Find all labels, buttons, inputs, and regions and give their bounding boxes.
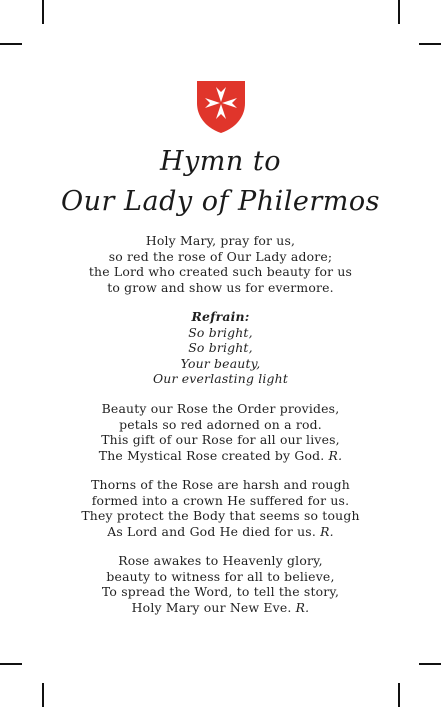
verse-line: to grow and show us for evermore. <box>107 279 334 295</box>
refrain-marker: R. <box>320 523 334 539</box>
hymn-title-line-1: Hymn to <box>160 146 281 177</box>
refrain-line: So bright, <box>188 340 253 356</box>
hymn-title-line-2: Our Lady of Philermos <box>61 186 380 217</box>
verse-line <box>0 448 441 464</box>
refrain-line: Your beauty, <box>180 355 261 371</box>
verse-line: Rose awakes to Heavenly glory, <box>118 553 323 568</box>
verse-line-text: The Mystical Rose created by God. <box>98 447 325 463</box>
verse-line: so red the rose of Our Lady adore; <box>108 248 333 264</box>
crop-mark <box>0 663 22 665</box>
verse-4 <box>0 553 441 615</box>
crop-mark <box>419 663 441 665</box>
verse-line: beauty to witness for all to believe, <box>106 568 335 584</box>
verse-line: Beauty our Rose the Order provides, <box>101 401 340 416</box>
crop-mark <box>42 0 44 24</box>
verse-line <box>0 524 441 540</box>
verse-line <box>0 600 441 616</box>
refrain-line: So bright, <box>188 324 253 340</box>
verse-line: petals so red adorned on a rod. <box>119 416 322 432</box>
refrain-line: Our everlasting light <box>152 371 289 387</box>
crop-mark <box>398 683 400 707</box>
refrain-heading: Refrain: <box>191 309 250 324</box>
maltese-cross-shield-icon <box>195 79 247 135</box>
verse-line: Holy Mary, pray for us, <box>145 233 296 248</box>
verse-line: This gift of our Rose for all our lives, <box>101 432 340 448</box>
verse-line: They protect the Body that seems so tough <box>81 508 360 524</box>
crop-mark <box>42 683 44 707</box>
verse-line: Thorns of the Rose are harsh and rough <box>91 477 350 492</box>
verse-3 <box>0 477 441 539</box>
crop-mark <box>398 0 400 24</box>
verse-line: formed into a crown He suffered for us. <box>91 492 350 508</box>
verse-2 <box>0 401 441 463</box>
verse-line-text: Holy Mary our New Eve. <box>131 599 292 615</box>
verse-line: To spread the Word, to tell the story, <box>101 584 340 600</box>
refrain <box>0 309 441 387</box>
verse-line-text: As Lord and God He died for us. <box>107 523 316 539</box>
crop-mark <box>0 43 22 45</box>
verse-1 <box>0 233 441 295</box>
refrain-marker: R. <box>328 447 343 463</box>
verse-line: the Lord who created such beauty for us <box>88 264 353 280</box>
refrain-marker: R. <box>295 599 310 615</box>
crop-mark <box>419 43 441 45</box>
